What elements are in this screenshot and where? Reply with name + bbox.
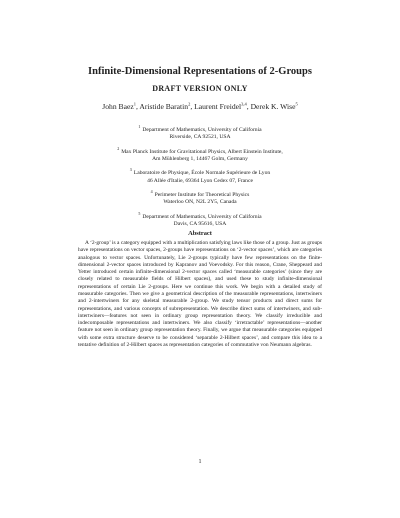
affiliation: $^1$Department of Mathematics, University of California Riverside, CA 92521, USA <box>138 124 262 141</box>
page-number: 1 <box>198 459 202 465</box>
affiliation-list <box>0 123 400 231</box>
author: Laurent Freidel$^{3,4}$, <box>194 101 251 111</box>
paper-title: Infinite-Dimensional Representations of 2-Groups <box>88 66 312 77</box>
affiliation: $^3$Laboratoire de Physique, École Normale Supérieure de Lyon 46 Allée d'Italie, 69364 Lyon Cedex 07, France <box>129 167 271 184</box>
author: Aristide Baratin$^2$, <box>139 101 195 111</box>
affiliation: $^2$Max Planck Institute for Gravitational Physics, Albert Einstein Institute, Am Mühlenberg 1, 14467 Golm, Germany <box>117 145 283 162</box>
abstract-body: A ‘2-group’ is a category equipped with a multiplication satisfying laws like those of a group. Just as groups have representations on vector spaces, 2-groups have representations on ‘2-vector spaces’, which are categories analogous to vector spaces. Unfortunately, Lie 2-groups typically have few representations on the finite-dimensional 2-vector spaces introduced by Kapranov and Voevodsky. For this reason, Crane, Sheppeard and Yetter introduced certain infinite-dimensional 2-vector spaces called ‘measurable categories’ (since they are closely related to measurable fields of Hilbert spaces), and used these to study infinite-dimensional representations of certain Lie 2-groups. Here we continue this work. We begin with a detailed study of measurable categories. Then we give a geometrical description of the measurable representations, intertwiners and 2-intertwiners for any skeletal measurable 2-group. We study tensor products and direct sums for representations, and various concepts of subrepresentation. We describe direct sums of intertwiners, and sub-intertwiners—features not seen in ordinary group representation theory. We classify irreducible and indecomposable representations and intertwiners. We also classify ‘irretractable’ representations—another feature not seen in ordinary group representation theory. Finally, we argue that measurable categories equipped with some extra structure deserve to be considered ‘separable 2-Hilbert spaces’, and compare this idea to a tentative definition of 2-Hilbert spaces as representation categories of commutative von Neumann algebras. <box>78 240 322 348</box>
abstract-heading: Abstract <box>188 230 212 237</box>
draft-notice: DRAFT VERSION ONLY <box>152 84 248 93</box>
author-list <box>0 101 400 111</box>
affiliation: $^5$Department of Mathematics, University of California Davis, CA 95616, USA <box>138 210 262 227</box>
affiliation: $^4$Perimeter Institute for Theoretical Physics Waterloo ON, N2L 2Y5, Canada <box>150 189 250 206</box>
author: John Baez$^1$, <box>102 101 140 111</box>
author: Derek K. Wise$^5$ <box>250 101 298 111</box>
